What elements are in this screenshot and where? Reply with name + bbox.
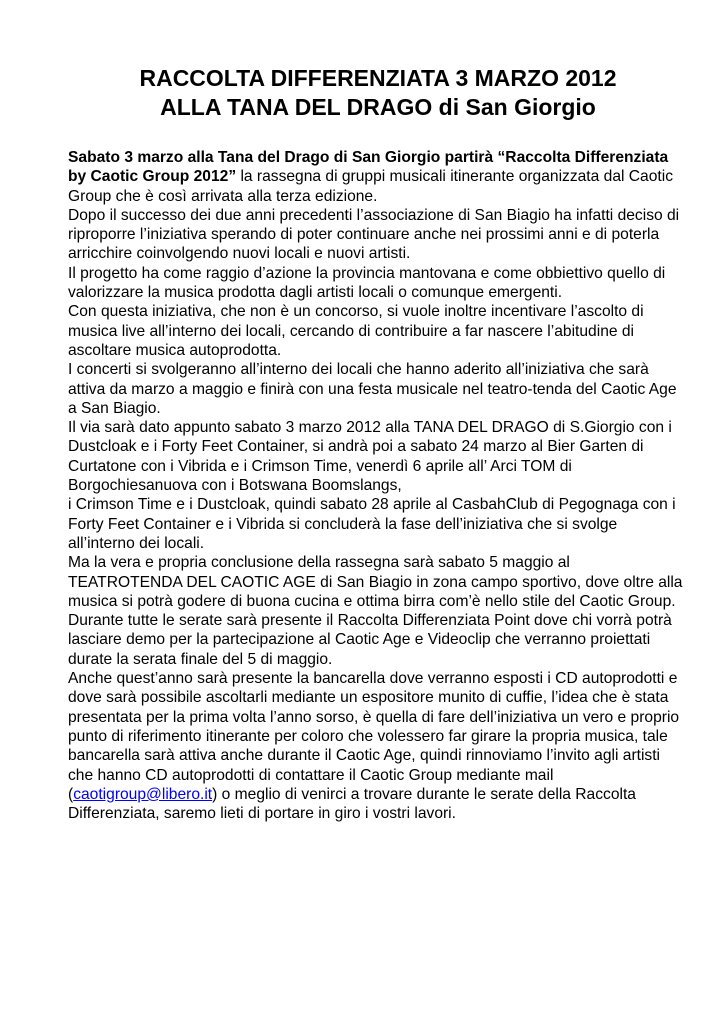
paragraph-project: Il progetto ha come raggio d’azione la provincia mantovana e come obbiettivo quello di valorizzare la musica prodotta dagli artisti locali o comunque emergenti. — [68, 264, 666, 302]
stall-text-end: ) o meglio di venirci a trovare durante le serate della Raccolta Differenziata, saremo lieti di portare in giro i vostri lavori. — [68, 785, 636, 823]
intro-bold-text: Sabato 3 marzo alla Tana del Drago di San Giorgio partirà “Raccolta Differenziata by Caotic Group 2012” — [68, 149, 669, 186]
paragraph-concerts: I concerti si svolgeranno all’interno dei locali che hanno aderito all’iniziativa che sarà attiva da marzo a maggio e finirà con una festa musicale nel teatro-tenda del Caotic Age a San Biagio. — [68, 361, 677, 417]
paragraph-point: Durante tutte le serate sarà presente il Raccolta Differenziata Point dove chi vorrà potrà lasciare demo per la partecipazione al Caotic Age e Videoclip che verranno proiettati durate la serata finale del 5 di maggio. — [68, 612, 672, 668]
paragraph-success: Dopo il successo dei due anni precedenti l’associazione di San Biagio ha infatti deciso di riproporre l’iniziativa sperando di poter continuare anche nei prossimi anni e di poterla arricchire coinvolgendo nuovi locali e nuovi artisti. — [68, 206, 680, 263]
document-title — [68, 64, 688, 122]
paragraph-schedule: Il via sarà dato appunto sabato 3 marzo 2012 alla TANA DEL DRAGO di S.Giorgio con i Dustcloak e i Forty Feet Container, si andrà poi a sabato 24 marzo al Bier Garten di Curtatone con i Vibrida e i Crimson Time, venerdì 6 aprile all’ Arci TOM di Borgochiesanuova con i Botswana Boomslangs, — [68, 419, 672, 495]
paragraph-conclusion: Ma la vera e propria conclusione della rassegna sarà sabato 5 maggio al TEATROTENDA DEL CAOTIC AGE di San Biagio in zona campo sportivo, dove oltre alla musica si potrà godere di buona cucina e ottima birra com’è nello stile del Caotic Group. — [68, 554, 683, 610]
stall-text: Anche quest’anno sarà presente la bancarella dove verranno esposti i CD autoprodotti e dove sarà possibile ascoltarli mediante un espositore munito di cuffie, l’idea che è stata presentata per la prima volta l’anno sorso, è quella di fare dell’iniziativa un vero e proprio punto di riferimento itinerante per coloro che volessero far girare la propria musica, tale bancarella sarà attiva anche durante il Caotic Age, quindi rinnoviamo l’invito agli artisti che hanno CD autoprodotti di contattare il Caotic Group mediante mail ( — [68, 670, 680, 803]
paragraph-intro — [68, 148, 688, 206]
title-line-2: ALLA TANA DEL DRAGO di San Giorgio — [160, 94, 596, 120]
intro-text: la rassegna di gruppi musicali itinerante organizzata dal Caotic Group che è così arrivata alla terza edizione. — [68, 168, 673, 205]
paragraph-initiative: Con questa iniziativa, che non è un concorso, si vuole inoltre incentivare l’ascolto di musica live all’interno dei locali, cercando di contribuire a far nascere l’abitudine di ascoltare musica autoprodotta. — [68, 303, 644, 359]
email-link[interactable]: caotigroup@libero.it — [73, 785, 213, 803]
article-body — [68, 148, 688, 823]
paragraph-stall — [68, 669, 688, 823]
paragraph-schedule-cont: i Crimson Time e i Dustcloak, quindi sabato 28 aprile al CasbahClub di Pegognaga con i Forty Feet Container e i Vibrida si concluderà la fase dell’iniziativa che si svolge all’interno dei locali. — [68, 496, 676, 552]
title-line-1: RACCOLTA DIFFERENZIATA 3 MARZO 2012 — [139, 65, 617, 91]
